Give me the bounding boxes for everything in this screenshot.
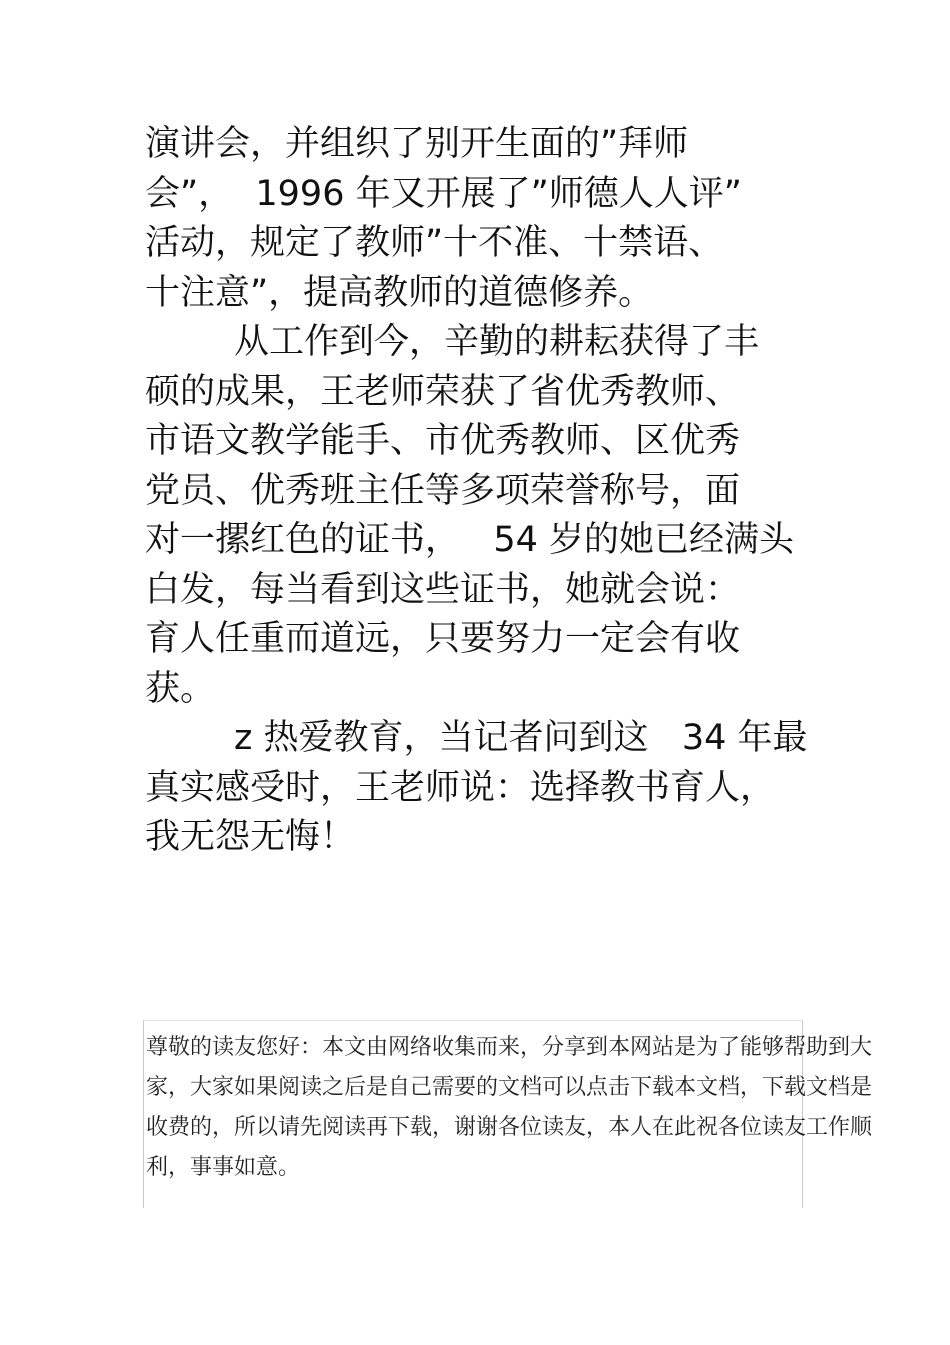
paragraph-line: 十注意”，提高教师的道德修养。 <box>145 272 654 313</box>
paragraph-line: 演讲会，并组织了别开生面的”拜师 <box>145 124 689 164</box>
notice-line: 尊敬的读友您好：本文由网络收集而来，分享到本网站是为了能够帮助到大 <box>146 1035 873 1060</box>
paragraph-line: 白发，每当看到这些证书，她就会说： <box>145 569 741 610</box>
paragraph-line: 育人任重而道远，只要努力一定会有收 <box>145 619 741 659</box>
notice-line: 家，大家如果阅读之后是自己需要的文档可以点击下载本文档，下载文档是 <box>146 1075 873 1100</box>
paragraph-line: 市语文教学能手、市优秀教师、区优秀 <box>145 421 741 461</box>
paragraph-line: 活动，规定了教师”十不准、十禁语、 <box>145 223 724 263</box>
paragraph-line: z 热爱教育，当记者问到这 34 年最 <box>145 718 808 758</box>
paragraph-line: 真实感受时，王老师说：选择教书育人， <box>145 767 776 808</box>
paragraph-line: 我无怨无悔！ <box>145 817 356 857</box>
notice-line: 收费的，所以请先阅读再下载，谢谢各位读友，本人在此祝各位读友工作顺 <box>146 1115 873 1140</box>
notice-line: 利，事事如意。 <box>146 1155 301 1180</box>
reader-notice-box <box>143 1020 873 1208</box>
paragraph-line: 从工作到今，辛勤的耕耘获得了丰 <box>145 322 760 362</box>
paragraph-line: 获。 <box>145 668 216 709</box>
paragraph-line: 会”， 1996 年又开展了”师德人人评” <box>145 173 742 214</box>
article-body <box>145 120 825 863</box>
paragraph-line: 党员、优秀班主任等多项荣誉称号，面 <box>145 470 741 511</box>
paragraph-line: 硕的成果，王老师荣获了省优秀教师、 <box>145 371 741 412</box>
paragraph-line: 对一摞红色的证书， 54 岁的她已经满头 <box>145 520 795 560</box>
